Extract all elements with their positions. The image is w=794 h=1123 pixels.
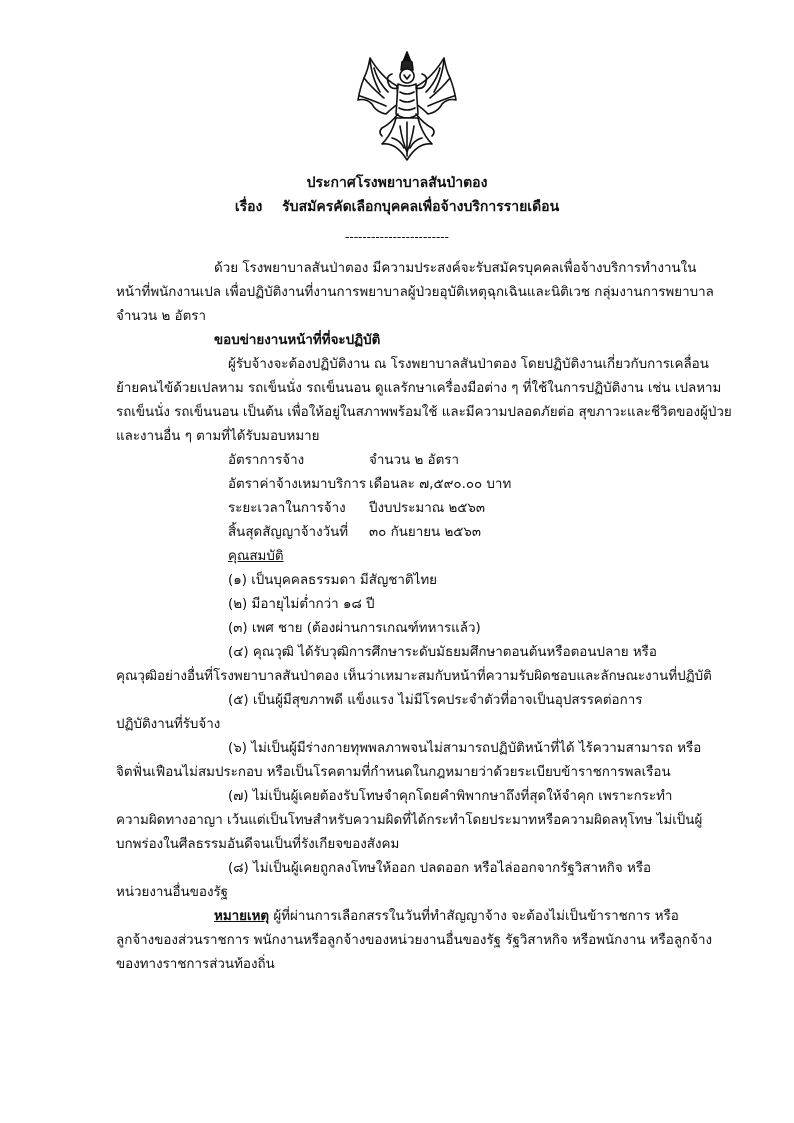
subject-label: เรื่อง <box>234 199 263 215</box>
garuda-emblem-icon <box>352 48 462 166</box>
detail-value: จำนวน ๒ อัตรา <box>369 453 459 468</box>
detail-value: ปีงบประมาณ ๒๕๖๓ <box>369 501 486 516</box>
remark-line-2: ลูกจ้างของส่วนราชการ พนักงานหรือลูกจ้างของหน่วยงานอื่นของรัฐ รัฐวิสาหกิจ หรือพนักงาน หรือลูกจ้าง <box>116 933 713 948</box>
qualification-7-line-3: บกพร่องในศีลธรรมอันดีจนเป็นที่รังเกียจของสังคม <box>116 837 400 852</box>
detail-label: ระยะเวลาในการจ้าง <box>228 501 346 516</box>
qualification-4-line-2: คุณวุฒิอย่างอื่นที่โรงพยาบาลสันป่าตอง เห็นว่าเหมาะสมกับหน้าที่ความรับผิดชอบและลักษณะงานที่ปฏิบัติ <box>116 669 712 684</box>
scope-line-4: และงานอื่น ๆ ตามที่ได้รับมอบหมาย <box>116 429 320 444</box>
announcement-title: ประกาศโรงพยาบาลสันป่าตอง <box>306 175 488 191</box>
qualification-4-line-1: (๔) คุณวุฒิ ได้รับวุฒิการศึกษาระดับมัธยมศึกษาตอนต้นหรือตอนปลาย หรือ <box>228 645 657 660</box>
remark-line-3: ของทางราชการส่วนท้องถิ่น <box>116 957 275 972</box>
qualifications-heading: คุณสมบัติ <box>228 549 284 564</box>
detail-value: ๓๐ กันยายน ๒๕๖๓ <box>369 525 482 540</box>
qualification-3: (๓) เพศ ชาย (ต้องผ่านการเกณฑ์ทหารแล้ว) <box>228 621 481 636</box>
detail-label: อัตราการจ้าง <box>228 453 305 468</box>
qualification-6-line-1: (๖) ไม่เป็นผู้มีร่างกายทุพพลภาพจนไม่สามารถปฏิบัติหน้าที่ได้ ไร้ความสามารถ หรือ <box>228 741 702 756</box>
remark-text: ผู้ที่ผ่านการเลือกสรรในวันที่ทำสัญญาจ้าง จะต้องไม่เป็นข้าราชการ หรือ <box>269 909 679 924</box>
qualification-7-line-1: (๗) ไม่เป็นผู้เคยต้องรับโทษจำคุกโดยคำพิพากษาถึงที่สุดให้จำคุก เพราะกระทำ <box>228 789 673 804</box>
intro-line-2: หน้าที่พนักงานเปล เพื่อปฏิบัติงานที่งานการพยาบาลผู้ป่วยอุบัติเหตุฉุกเฉินและนิติเวช กลุ่มงานการพยาบาล <box>116 285 714 300</box>
scope-line-2: ย้ายคนไข้ด้วยเปลหาม รถเข็นนั่ง รถเข็นนอน ดูแลรักษาเครื่องมือต่าง ๆ ที่ใช้ในการปฏิบัติงาน เช่น เปลหาม <box>116 381 722 396</box>
detail-value: เดือนละ ๗,๕๙๐.๐๐ บาท <box>369 477 512 492</box>
qualification-2: (๒) มีอายุไม่ต่ำกว่า ๑๘ ปี <box>228 597 375 612</box>
title-divider: ------------------------ <box>345 230 449 244</box>
intro-line-3: จำนวน ๒ อัตรา <box>116 309 206 324</box>
qualification-5-line-1: (๕) เป็นผู้มีสุขภาพดี แข็งแรง ไม่มีโรคประจำตัวที่อาจเป็นอุปสรรคต่อการ <box>228 693 643 708</box>
qualification-1: (๑) เป็นบุคคลธรรมดา มีสัญชาติไทย <box>228 573 438 588</box>
detail-label: สิ้นสุดสัญญาจ้างวันที่ <box>228 525 349 540</box>
scope-line-3: รถเข็นนั่ง รถเข็นนอน เป็นต้น เพื่อให้อยู่ในสภาพพร้อมใช้ และมีความปลอดภัยต่อ สุขภาวะและชีวิตของผู้ป่วย <box>116 405 732 420</box>
qualification-8-line-2: หน่วยงานอื่นของรัฐ <box>116 885 229 900</box>
intro-line-1: ด้วย โรงพยาบาลสันป่าตอง มีความประสงค์จะรับสมัครบุคคลเพื่อจ้างบริการทำงานใน <box>214 261 697 276</box>
scope-heading: ขอบข่ายงานหน้าที่ที่จะปฏิบัติ <box>214 333 381 348</box>
scope-line-1: ผู้รับจ้างจะต้องปฏิบัติงาน ณ โรงพยาบาลสันป่าตอง โดยปฏิบัติงานเกี่ยวกับการเคลื่อน <box>228 357 709 372</box>
announcement-subject <box>0 196 794 218</box>
qualification-8-line-1: (๘) ไม่เป็นผู้เคยถูกลงโทษให้ออก ปลดออก หรือไล่ออกจากรัฐวิสาหกิจ หรือ <box>228 861 652 876</box>
qualification-7-line-2: ความผิดทางอาญา เว้นแต่เป็นโทษสำหรับความผิดที่ได้กระทำโดยประมาทหรือความผิดลหุโทษ ไม่เป็นผู้ <box>116 813 703 828</box>
qualification-6-line-2: จิตฟั่นเฟือนไม่สมประกอบ หรือเป็นโรคตามที่กำหนดในกฎหมายว่าด้วยระเบียบข้าราชการพลเรือน <box>116 765 671 780</box>
qualification-5-line-2: ปฏิบัติงานที่รับจ้าง <box>116 717 221 732</box>
remark-line-1 <box>214 907 679 927</box>
remark-label: หมายเหตุ <box>214 909 270 924</box>
subject-text: รับสมัครคัดเลือกบุคคลเพื่อจ้างบริการรายเดือน <box>282 199 560 215</box>
detail-label: อัตราค่าจ้างเหมาบริการ <box>228 477 367 492</box>
